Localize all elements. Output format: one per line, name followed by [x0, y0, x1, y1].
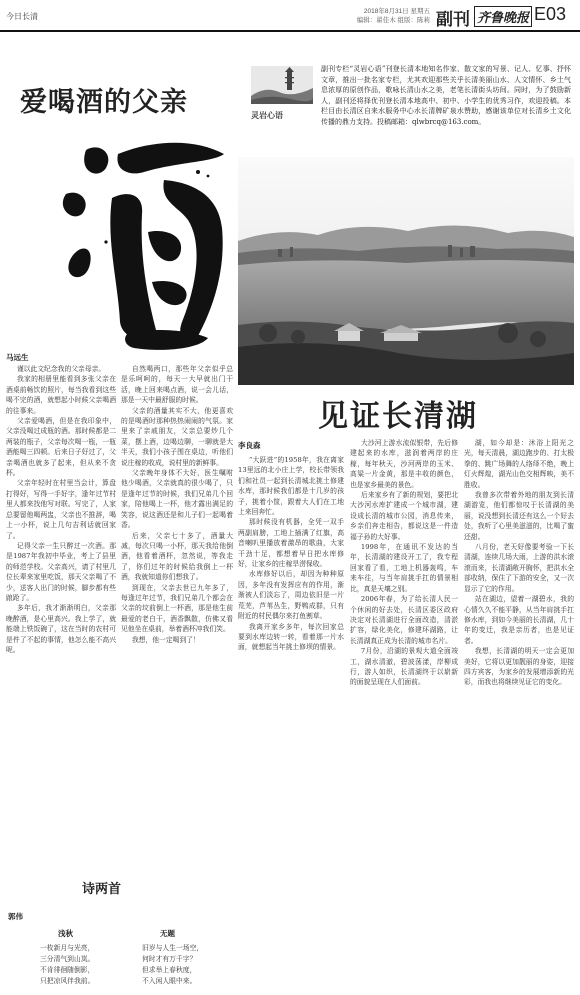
article-title-lake: 见证长清湖: [318, 399, 478, 434]
poem-line: 何时才有万千字？: [142, 955, 197, 963]
paragraph: 父亲年轻时在村里当会计，算盘打得好，写得一手好字，逢年过节村里人都来找他写对联。写完了，人家总要留他喝两盅，父亲也不推辞，喝上一小杯，说上几句吉利话就回家了。: [6, 479, 116, 540]
paragraph: “大跃进”的1958年，我在离家13里远的北小庄上学，校长带领我们和社员一起到长清城北挑土修建水库，那时候我们都是十几岁的孩子，挑着小筐，跟着大人们在工地上来回奔忙。: [238, 456, 344, 517]
paragraph: 我离开家乡多年，每次回家总要到水库边转一转，看着那一片水面，就想起当年挑土修坝的情景。: [238, 622, 344, 652]
paragraph: 父亲晚年身体不大好，医生嘱咐他少喝酒，父亲就真的很少喝了，只是逢年过节的时候，我们兄弟几个回家，陪他喝上一杯，他才露出满足的笑容，说这酒还是和儿子们一起喝着香。: [121, 469, 233, 530]
lake-column-3: [464, 438, 574, 990]
father-column-2: [121, 364, 233, 854]
poems-heading: 诗两首: [82, 882, 122, 897]
paragraph: 我想，他一定喝到了！: [131, 635, 200, 644]
issue-date: 2018年8月31日 星期五: [363, 8, 430, 15]
poem-line: 三分清气到山岚。: [40, 955, 95, 963]
paragraph: 父亲的酒量其实不大，他更喜欢的是喝酒时那种热热闹闹的气氛。家里来了亲戚朋友，父亲总要炒几个菜，摆上酒，边喝边聊，一聊就是大半天，我们小孩子围在桌边，听他们说庄稼的收成，说村里的新鲜事。: [121, 406, 233, 467]
lake-column-2: [350, 438, 458, 990]
paragraph: 大沙河上游水流似银带，先后修建起来的水库，滋润着两岸的庄稼，每年秋天，沙河两岸的玉米、高粱一片金黄，那是丰收的颜色，也是家乡最美的景色。: [350, 439, 458, 489]
column-intro-text: 副刊专栏“灵岩心语”刊登长清本地知名作家、散文家的写景、记人、忆事、抒怀文章，推出一批名家专栏，尤其欢迎那些关乎长清美丽山水、人文情怀、乡土气息浓厚的原创作品，歌咏长清山水之美，老笔长清街头坊间。同时，为了鼓励新人，副刊还将择优刊登长清本地高中、初中、小学生的优秀习作，欢迎投稿。本栏目由长清区自来水服务中心水长清牌矿泉水赞助，感谢该单位对长清乡土文化传播的鼎力支持。投稿邮箱：qlwbrcq@163.com。: [321, 65, 571, 126]
calligraphy-jiu: [48, 132, 238, 357]
paragraph: 站在湖边，望着一湖碧水，我的心情久久不能平静，从当年肩挑手扛修水库，到如今美丽的长清湖，几十年的变迁，我是亲历者，也是见证者。: [464, 595, 574, 645]
poem-2: [142, 928, 234, 987]
poem-line: 不入闲人眼中来。: [142, 977, 197, 985]
author-lake: 李良森: [238, 441, 261, 450]
issue-info: [330, 7, 430, 25]
poem-title: 浅秋: [58, 929, 73, 938]
paragraph: 到现在，父亲去世已九年多了，每逢过年过节，我们兄弟几个都会在父亲的坟前倒上一杯酒，那是他生前最爱的老白干，酒香飘散，仿佛又看见他坐在桌前，举着酒杯冲我们笑。: [121, 583, 233, 634]
lake-panorama-photo: [238, 157, 574, 385]
paragraph: 我曾多次带着外地的朋友到长清湖游览，他们都惊叹于长清湖的美丽，说没想到长清还有这么一个好去处，我听了心里美滋滋的，比喝了蜜还甜。: [464, 491, 574, 541]
paragraph: 谨以此文纪念我的父亲母亲。: [16, 365, 106, 373]
paragraph: 2006年春，为了给长清人民一个休闲的好去处，长清区委区政府决定对长清湖进行全面改造，清淤扩容，绿化美化，修建环湖路，让长清湖真正成为长清的城市名片。: [350, 595, 458, 645]
poem-line: 一枚新月与光亮，: [40, 944, 95, 952]
section-label: 今日长清: [6, 12, 38, 21]
paragraph: 那时候没有机器，全凭一双手两副肩膀，工地上插满了红旗，高音喇叭里播放着激昂的歌曲，大家干劲十足，都想着早日把水库修好，让家乡的庄稼旱涝保收。: [238, 518, 344, 569]
pagoda-landscape-image: [251, 66, 313, 104]
column-intro-box: [245, 60, 575, 153]
paragraph: 7月份，沿湖的景观大道全面竣工，湖水清澈，碧波荡漾，岸柳成行，游人如织，长清湖终于以崭新的面貌呈现在人们面前。: [350, 647, 458, 687]
father-column-1: [6, 364, 116, 869]
paragraph: 我家的相册里能看到多张父亲在酒桌前畅饮的照片，每当我看到这些喝不完的酒，就想起小时候父亲喝酒的往事来。: [6, 375, 116, 415]
poem-title: 无题: [160, 929, 175, 938]
page-number: E03: [534, 4, 567, 24]
header-rule: [0, 30, 580, 32]
paragraph: 记得父亲一生只醉过一次酒。那是1987年我初中毕业，考上了县里的师范学校。父亲高兴，请了村里几位长辈来家里吃饭，那天父亲喝了不少，送客人出门的时候，脚步都有些踉跄了。: [6, 541, 116, 602]
paragraph: 后来，父亲七十多了，酒量大减，每次只喝一小杯，那天我给他倒酒，他看着酒杯，忽然说，等我走了，你们过年的时候给我倒上一杯酒，我就知道你们想我了。: [121, 531, 233, 582]
lake-column-1: [238, 455, 344, 990]
section-name: 副刊: [436, 10, 470, 30]
paragraph: 1998年，在通讯不发达的当年，长清湖的建设开工了，我专程回家看了看，工地上机器轰鸣，车来车往，与当年肩挑手扛的情景相比，真是天壤之别。: [350, 543, 458, 593]
paragraph: 水库修好以后，却因为种种原因，多年没有发挥应有的作用，渐渐被人们淡忘了，周边依旧是一片荒芜，芦苇丛生，野鸭成群，只有附近的村民偶尔来打鱼割草。: [238, 570, 344, 621]
article-title-father: 爱喝酒的父亲: [20, 87, 188, 118]
paragraph: 我想，长清湖的明天一定会更加美好，它将以更加靓丽的身姿，迎接四方宾客，为家乡的发展增添新的光彩，而我也将继续见证它的变化。: [464, 647, 574, 687]
author-father: 马远生: [6, 353, 29, 362]
poem-line: 不肯徘徊随倒影，: [40, 966, 95, 974]
paper-logo: 齐鲁晚报: [474, 6, 532, 27]
editor-line: 编辑：翟佳木 组版：陈莉: [356, 17, 430, 24]
paragraph: 自然喝两口，那些年父亲似乎总是乐呵呵的，每天一大早就出门干活，晚上回来喝点酒，说一会儿话，那是一天中最舒服的时候。: [121, 365, 233, 405]
column-label: 灵岩心语: [251, 111, 283, 120]
paragraph: 后来家乡有了新的规划，要把北大沙河水库扩建成一个城市湖，建设成长清的城市公园，消息传来，乡亲们奔走相告，都说这是一件造福子孙的大好事。: [350, 491, 458, 541]
paragraph: 八月份，老天好像要考验一下长清湖，连续几场大雨，上游的洪水滚滚而来，长清湖敞开胸怀，把洪水全部收纳，保住了下游的安全，又一次显示了它的作用。: [464, 543, 574, 593]
poem-line: 只把凉风伴我前。: [40, 977, 95, 985]
poem-1: [40, 928, 130, 987]
poem-line: 旧岁与人生一场空，: [142, 944, 204, 952]
paragraph: 湖，如今却是：沐浴上阳光之光，每天清晨，湖边跑步的、打太极拳的、跳广场舞的人络绎不绝，晚上灯火辉煌，湖光山色交相辉映，美不胜收。: [464, 439, 574, 489]
poems-author: 郭伟: [8, 912, 23, 921]
paragraph: 父亲爱喝酒，但是在我印象中，父亲没喝过成瓶的酒。那时候都是二两装的瓶子，父亲每次喝一瓶，一瓶酒能喝三四顿。后来日子好过了，父亲喝酒也就多了起来，但从来不贪杯。: [6, 417, 116, 478]
paragraph: 多年后，我才渐渐明白，父亲那晚醉酒，是心里高兴。我上学了，就能端上铁饭碗了，这在当时的农村可是件了不起的事情，他怎么能不高兴呢。: [6, 604, 116, 654]
poem-line: 但求举上春秋度，: [142, 966, 197, 974]
